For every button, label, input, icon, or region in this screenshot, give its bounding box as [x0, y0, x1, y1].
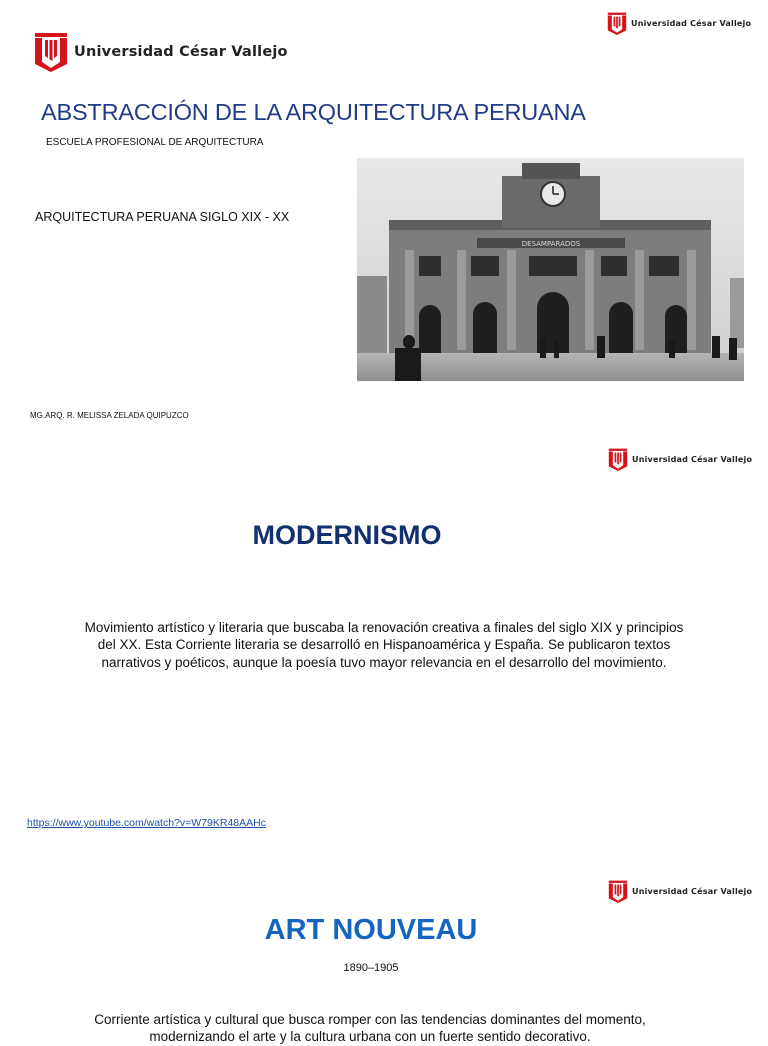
logo-wordmark: Universidad César Vallejo: [632, 455, 753, 464]
shield-logo-icon: [34, 32, 68, 72]
section-description: Corriente artística y cultural que busca romper con las tendencias dominantes del momento, modernizando el arte y la cultura urbana con un fuerte sentido decorativo.: [94, 1011, 646, 1044]
shield-logo-icon: [608, 880, 628, 903]
university-logo-small: [607, 12, 751, 35]
logo-wordmark: Universidad César Vallejo: [74, 44, 288, 60]
section-title: ART NOUVEAU: [264, 914, 478, 946]
university-logo-small: [608, 448, 752, 471]
building-photo: [357, 158, 744, 381]
section-description: Movimiento artístico y literaria que buscaba la renovación creativa a finales del siglo XIX y principios del XX. Esta Corriente literaria se desarrolló en Hispanoamérica y España. Se publicaron textos narrativos y poéticos, aunque la poesía tuvo mayor relevancia en el desarrollo del movimiento.: [84, 619, 684, 670]
slide-modernismo: [0, 432, 768, 864]
slide-art-nouveau: [0, 864, 768, 1044]
university-logo-small: [608, 880, 752, 903]
presentation-topic: ARQUITECTURA PERUANA SIGLO XIX - XX: [35, 210, 290, 224]
school-name: ESCUELA PROFESIONAL DE ARQUITECTURA: [46, 137, 264, 148]
building-sign: DESAMPARADOS: [521, 240, 581, 248]
section-title: MODERNISMO: [252, 520, 442, 550]
logo-wordmark: Universidad César Vallejo: [631, 19, 752, 28]
logo-wordmark: Universidad César Vallejo: [632, 887, 753, 896]
author-name: MG.ARQ. R. MELISSA ZELADA QUIPUZCO: [30, 411, 189, 420]
shield-logo-icon: [607, 12, 627, 35]
period-years: 1890–1905: [343, 962, 399, 974]
university-logo: [34, 32, 288, 72]
video-link[interactable]: https://www.youtube.com/watch?v=W79KR48AAHc: [27, 817, 266, 829]
slide-title: [0, 0, 768, 432]
shield-logo-icon: [608, 448, 628, 471]
presentation-title: ABSTRACCIÓN DE LA ARQUITECTURA PERUANA: [41, 99, 586, 125]
